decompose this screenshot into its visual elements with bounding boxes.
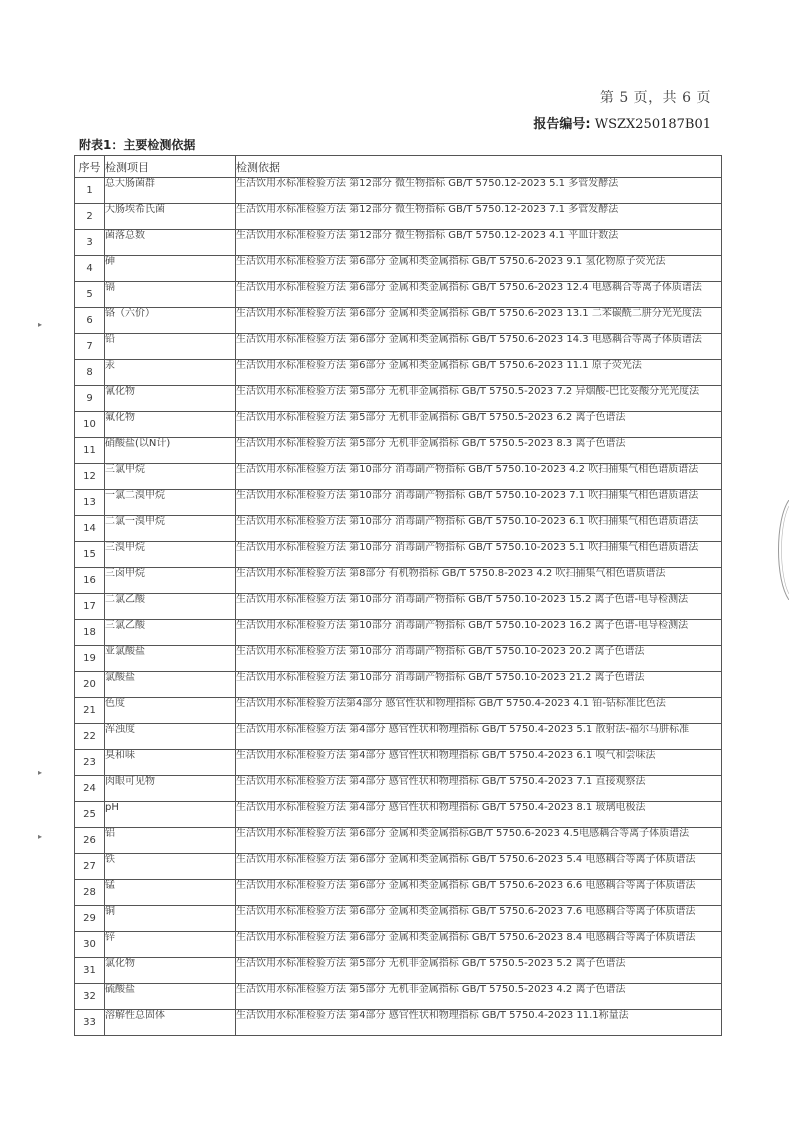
- test-basis: 生活饮用水标准检验方法 第6部分 金属和类金属指标GB/T 5750.6-2023 4.5电感耦合等离子体质谱法: [236, 828, 722, 854]
- row-number: 7: [75, 334, 105, 360]
- test-basis: 生活饮用水标准检验方法 第4部分 感官性状和物理指标 GB/T 5750.4-2023 5.1 散射法-福尔马肼标准: [236, 724, 722, 750]
- test-basis: 生活饮用水标准检验方法 第8部分 有机物指标 GB/T 5750.8-2023 4.2 吹扫捕集气相色谱质谱法: [236, 568, 722, 594]
- table-row: [75, 802, 722, 828]
- row-number: 20: [75, 672, 105, 698]
- table-row: [75, 724, 722, 750]
- test-item: 汞: [105, 360, 236, 386]
- header-item: 检测项目: [105, 156, 236, 178]
- test-item: 二氯乙酸: [105, 594, 236, 620]
- row-number: 10: [75, 412, 105, 438]
- table-row: [75, 204, 722, 230]
- row-number: 32: [75, 984, 105, 1010]
- test-item: 三卤甲烷: [105, 568, 236, 594]
- test-basis: 生活饮用水标准检验方法 第4部分 感官性状和物理指标 GB/T 5750.4-2023 7.1 直接观察法: [236, 776, 722, 802]
- row-number: 8: [75, 360, 105, 386]
- test-basis: 生活饮用水标准检验方法 第6部分 金属和类金属指标 GB/T 5750.6-2023 5.4 电感耦合等离子体质谱法: [236, 854, 722, 880]
- test-item: 锰: [105, 880, 236, 906]
- row-number: 16: [75, 568, 105, 594]
- test-item: 锌: [105, 932, 236, 958]
- test-basis: 生活饮用水标准检验方法 第6部分 金属和类金属指标 GB/T 5750.6-2023 12.4 电感耦合等离子体质谱法: [236, 282, 722, 308]
- table-row: [75, 438, 722, 464]
- table-row: [75, 412, 722, 438]
- test-item: 一氯二溴甲烷: [105, 490, 236, 516]
- table-row: [75, 880, 722, 906]
- attachment-title: 附表1：主要检测依据: [79, 138, 196, 152]
- test-item: 铁: [105, 854, 236, 880]
- test-item: 铝: [105, 828, 236, 854]
- table-row: [75, 828, 722, 854]
- row-number: 31: [75, 958, 105, 984]
- test-basis: 生活饮用水标准检验方法 第4部分 感官性状和物理指标 GB/T 5750.4-2023 11.1称量法: [236, 1010, 722, 1036]
- test-item: 总大肠菌群: [105, 178, 236, 204]
- row-number: 17: [75, 594, 105, 620]
- test-item: 二氯一溴甲烷: [105, 516, 236, 542]
- table-row: [75, 386, 722, 412]
- row-number: 1: [75, 178, 105, 204]
- test-item: 三溴甲烷: [105, 542, 236, 568]
- row-number: 28: [75, 880, 105, 906]
- test-item: 铬（六价）: [105, 308, 236, 334]
- test-item: 铜: [105, 906, 236, 932]
- test-basis: 生活饮用水标准检验方法 第10部分 消毒副产物指标 GB/T 5750.10-2023 4.2 吹扫捕集气相色谱质谱法: [236, 464, 722, 490]
- test-item: 臭和味: [105, 750, 236, 776]
- page-header: [533, 88, 711, 134]
- test-basis: 生活饮用水标准检验方法 第5部分 无机非金属指标 GB/T 5750.5-2023 7.2 异烟酸-巴比妥酸分光光度法: [236, 386, 722, 412]
- margin-tick-mark: ▸: [38, 832, 43, 841]
- detection-basis-table: [74, 155, 722, 1036]
- table-row: [75, 906, 722, 932]
- row-number: 3: [75, 230, 105, 256]
- table-row: [75, 334, 722, 360]
- test-item: 镉: [105, 282, 236, 308]
- table-row: [75, 594, 722, 620]
- test-basis: 生活饮用水标准检验方法 第6部分 金属和类金属指标 GB/T 5750.6-2023 6.6 电感耦合等离子体质谱法: [236, 880, 722, 906]
- test-item: pH: [105, 802, 236, 828]
- row-number: 25: [75, 802, 105, 828]
- test-item: 铅: [105, 334, 236, 360]
- margin-tick-mark: ▸: [38, 320, 43, 329]
- test-basis: 生活饮用水标准检验方法 第6部分 金属和类金属指标 GB/T 5750.6-2023 11.1 原子荧光法: [236, 360, 722, 386]
- table-row: [75, 750, 722, 776]
- table-header-row: [75, 156, 722, 178]
- row-number: 30: [75, 932, 105, 958]
- test-basis: 生活饮用水标准检验方法第4部分 感官性状和物理指标 GB/T 5750.4-2023 4.1 铂-钴标准比色法: [236, 698, 722, 724]
- test-basis: 生活饮用水标准检验方法 第4部分 感官性状和物理指标 GB/T 5750.4-2023 8.1 玻璃电极法: [236, 802, 722, 828]
- row-number: 9: [75, 386, 105, 412]
- test-item: 溶解性总固体: [105, 1010, 236, 1036]
- test-basis: 生活饮用水标准检验方法 第12部分 微生物指标 GB/T 5750.12-2023 7.1 多管发酵法: [236, 204, 722, 230]
- table-row: [75, 932, 722, 958]
- test-basis: 生活饮用水标准检验方法 第10部分 消毒副产物指标 GB/T 5750.10-2023 5.1 吹扫捕集气相色谱质谱法: [236, 542, 722, 568]
- test-basis: 生活饮用水标准检验方法 第5部分 无机非金属指标 GB/T 5750.5-2023 5.2 离子色谱法: [236, 958, 722, 984]
- test-basis: 生活饮用水标准检验方法 第12部分 微生物指标 GB/T 5750.12-2023 4.1 平皿计数法: [236, 230, 722, 256]
- row-number: 21: [75, 698, 105, 724]
- test-item: 三氯乙酸: [105, 620, 236, 646]
- test-basis: 生活饮用水标准检验方法 第5部分 无机非金属指标 GB/T 5750.5-2023 6.2 离子色谱法: [236, 412, 722, 438]
- margin-tick-mark: ▸: [38, 768, 43, 777]
- test-item: 硫酸盐: [105, 984, 236, 1010]
- table-row: [75, 542, 722, 568]
- table-row: [75, 256, 722, 282]
- row-number: 26: [75, 828, 105, 854]
- test-basis: 生活饮用水标准检验方法 第5部分 无机非金属指标 GB/T 5750.5-2023 4.2 离子色谱法: [236, 984, 722, 1010]
- row-number: 24: [75, 776, 105, 802]
- test-item: 氯酸盐: [105, 672, 236, 698]
- test-basis: 生活饮用水标准检验方法 第10部分 消毒副产物指标 GB/T 5750.10-2023 20.2 离子色谱法: [236, 646, 722, 672]
- row-number: 11: [75, 438, 105, 464]
- seam-stamp-fragment: [767, 500, 789, 600]
- test-item: 硝酸盐(以N计): [105, 438, 236, 464]
- test-item: 肉眼可见物: [105, 776, 236, 802]
- row-number: 13: [75, 490, 105, 516]
- test-basis: 生活饮用水标准检验方法 第12部分 微生物指标 GB/T 5750.12-2023 5.1 多管发酵法: [236, 178, 722, 204]
- table-row: [75, 282, 722, 308]
- table-row: [75, 178, 722, 204]
- table-row: [75, 984, 722, 1010]
- test-item: 浑浊度: [105, 724, 236, 750]
- row-number: 12: [75, 464, 105, 490]
- header-no: 序号: [75, 156, 105, 178]
- row-number: 33: [75, 1010, 105, 1036]
- test-basis: 生活饮用水标准检验方法 第6部分 金属和类金属指标 GB/T 5750.6-2023 7.6 电感耦合等离子体质谱法: [236, 906, 722, 932]
- table-row: [75, 1010, 722, 1036]
- row-number: 14: [75, 516, 105, 542]
- test-basis: 生活饮用水标准检验方法 第5部分 无机非金属指标 GB/T 5750.5-2023 8.3 离子色谱法: [236, 438, 722, 464]
- table-row: [75, 776, 722, 802]
- row-number: 4: [75, 256, 105, 282]
- table-row: [75, 360, 722, 386]
- report-number-value: WSZX250187B01: [594, 117, 711, 132]
- row-number: 15: [75, 542, 105, 568]
- header-basis: 检测依据: [236, 156, 722, 178]
- row-number: 29: [75, 906, 105, 932]
- report-number-label: 报告编号:: [533, 117, 591, 132]
- test-basis: 生活饮用水标准检验方法 第10部分 消毒副产物指标 GB/T 5750.10-2023 15.2 离子色谱-电导检测法: [236, 594, 722, 620]
- row-number: 23: [75, 750, 105, 776]
- row-number: 19: [75, 646, 105, 672]
- row-number: 5: [75, 282, 105, 308]
- table-row: [75, 958, 722, 984]
- table-body: [75, 178, 722, 1036]
- test-item: 氯化物: [105, 958, 236, 984]
- test-item: 氰化物: [105, 386, 236, 412]
- test-item: 色度: [105, 698, 236, 724]
- page-number: 第 5 页，共 6 页: [599, 90, 711, 106]
- table-row: [75, 646, 722, 672]
- test-basis: 生活饮用水标准检验方法 第6部分 金属和类金属指标 GB/T 5750.6-2023 13.1 二苯碳酰二肼分光光度法: [236, 308, 722, 334]
- row-number: 2: [75, 204, 105, 230]
- report-number: [533, 116, 711, 134]
- table-row: [75, 620, 722, 646]
- table-row: [75, 568, 722, 594]
- table-row: [75, 516, 722, 542]
- test-basis: 生活饮用水标准检验方法 第6部分 金属和类金属指标 GB/T 5750.6-2023 14.3 电感耦合等离子体质谱法: [236, 334, 722, 360]
- table-row: [75, 672, 722, 698]
- test-basis: 生活饮用水标准检验方法 第4部分 感官性状和物理指标 GB/T 5750.4-2023 6.1 嗅气和尝味法: [236, 750, 722, 776]
- table-row: [75, 464, 722, 490]
- row-number: 22: [75, 724, 105, 750]
- test-item: 亚氯酸盐: [105, 646, 236, 672]
- test-basis: 生活饮用水标准检验方法 第6部分 金属和类金属指标 GB/T 5750.6-2023 8.4 电感耦合等离子体质谱法: [236, 932, 722, 958]
- test-basis: 生活饮用水标准检验方法 第10部分 消毒副产物指标 GB/T 5750.10-2023 16.2 离子色谱-电导检测法: [236, 620, 722, 646]
- test-item: 砷: [105, 256, 236, 282]
- test-basis: 生活饮用水标准检验方法 第6部分 金属和类金属指标 GB/T 5750.6-2023 9.1 氢化物原子荧光法: [236, 256, 722, 282]
- table-row: [75, 854, 722, 880]
- test-basis: 生活饮用水标准检验方法 第10部分 消毒副产物指标 GB/T 5750.10-2023 6.1 吹扫捕集气相色谱质谱法: [236, 516, 722, 542]
- test-item: 氟化物: [105, 412, 236, 438]
- table-row: [75, 308, 722, 334]
- table-row: [75, 230, 722, 256]
- table-row: [75, 698, 722, 724]
- row-number: 27: [75, 854, 105, 880]
- table-row: [75, 490, 722, 516]
- row-number: 18: [75, 620, 105, 646]
- test-basis: 生活饮用水标准检验方法 第10部分 消毒副产物指标 GB/T 5750.10-2023 7.1 吹扫捕集气相色谱质谱法: [236, 490, 722, 516]
- test-basis: 生活饮用水标准检验方法 第10部分 消毒副产物指标 GB/T 5750.10-2023 21.2 离子色谱法: [236, 672, 722, 698]
- test-item: 菌落总数: [105, 230, 236, 256]
- row-number: 6: [75, 308, 105, 334]
- test-item: 三氯甲烷: [105, 464, 236, 490]
- test-item: 大肠埃希氏菌: [105, 204, 236, 230]
